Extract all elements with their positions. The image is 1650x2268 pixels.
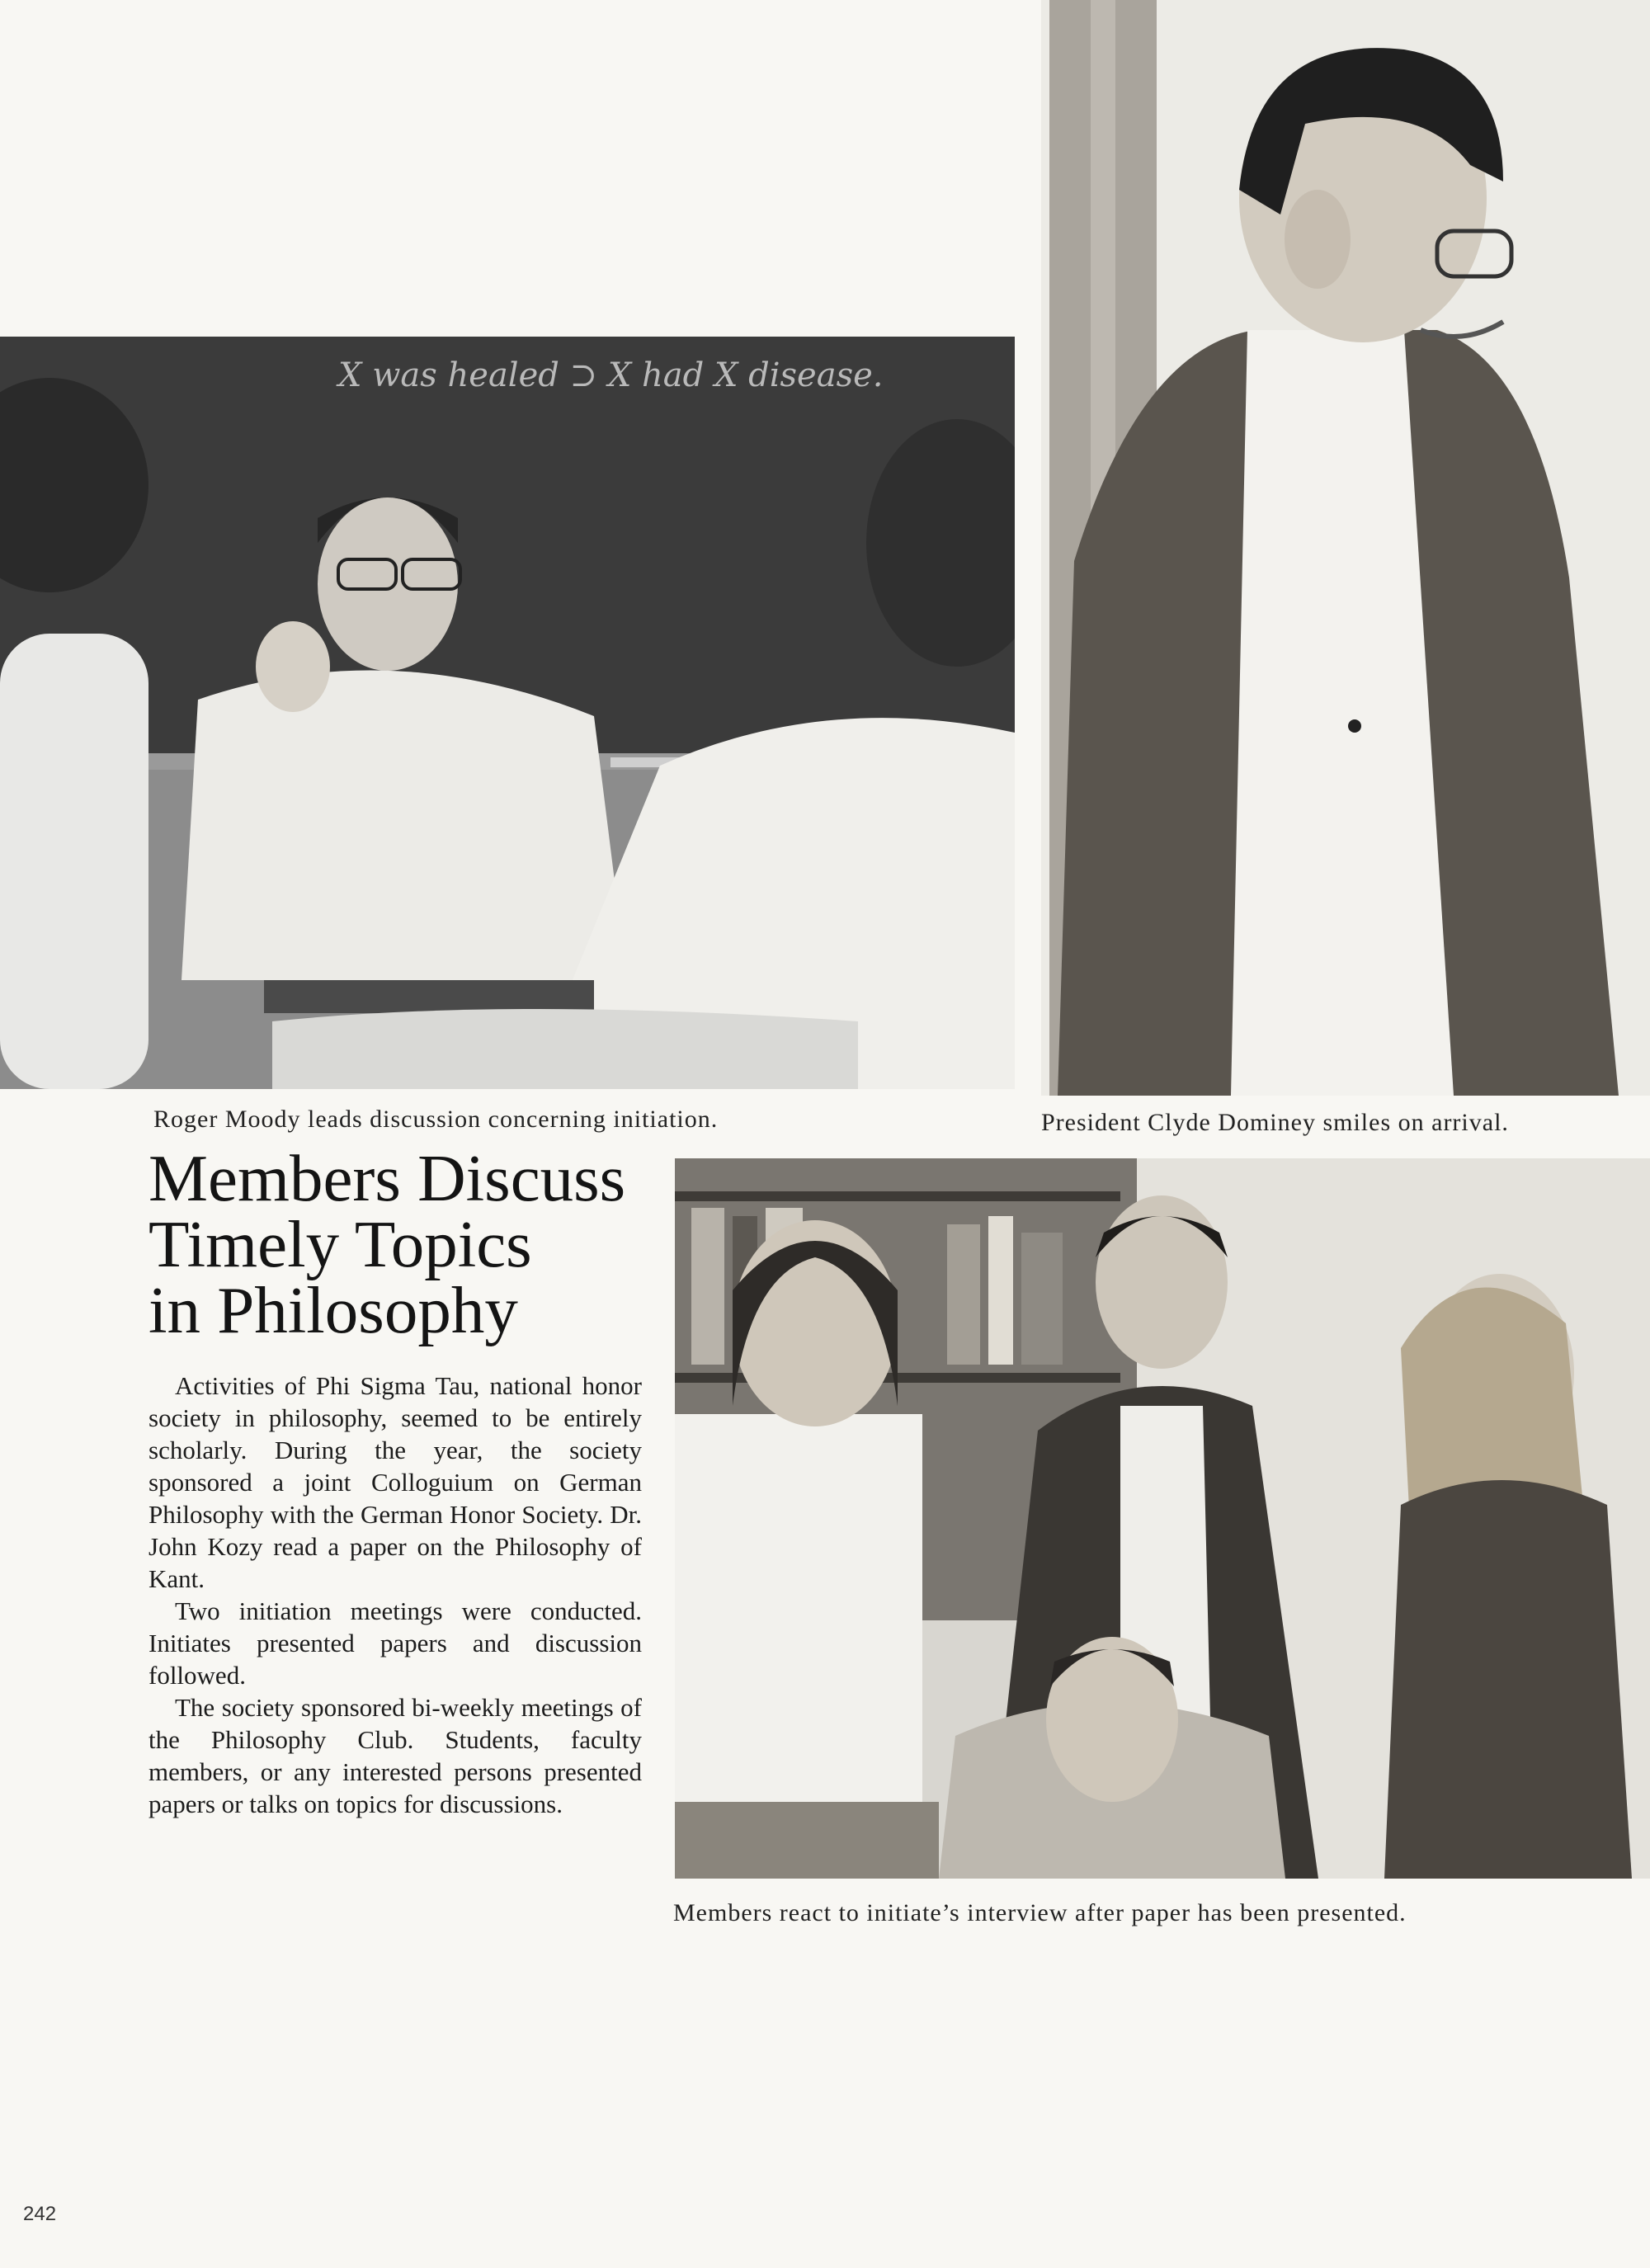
group-members-icon: [675, 1158, 1650, 1879]
headline-line-2: Timely Topics: [148, 1207, 532, 1281]
chalkboard-text: X was healed ⊃ X had X disease.: [338, 356, 884, 394]
headline-line-1: Members Discuss: [148, 1141, 626, 1215]
article-body: [148, 1370, 642, 1820]
classroom-photo-caption: Roger Moody leads discussion concerning initiation.: [153, 1106, 719, 1133]
headline-line-3: in Philosophy: [148, 1273, 518, 1347]
president-photo-caption: President Clyde Dominey smiles on arrival.: [1041, 1109, 1509, 1136]
classroom-discussion-icon: [0, 337, 1015, 1089]
president-portrait-photo: [1041, 0, 1650, 1096]
article-headline: [148, 1141, 676, 1347]
article-paragraph-2: Two initiation meetings were conducted. Initiates presented papers and discussion followed.: [148, 1596, 642, 1690]
article-paragraph-1: Activities of Phi Sigma Tau, national honor society in philosophy, seemed to be entirely scholarly. During the year, the society sponsored a joint Colloguium on German Philosophy with the German Honor Society. Dr. John Kozy read a paper on the Philosophy of Kant.: [148, 1371, 642, 1593]
group-members-photo: [675, 1158, 1650, 1879]
page-number: 242: [23, 2203, 57, 2225]
article-paragraph-3: The society sponsored bi-weekly meetings of the Philosophy Club. Students, faculty members, or any interested persons presented papers or talks on topics for discussions.: [148, 1693, 642, 1818]
smiling-man-portrait-icon: [1041, 0, 1650, 1096]
classroom-discussion-photo: [0, 337, 1015, 1089]
group-photo-caption: Members react to initiate’s interview after paper has been presented.: [673, 1899, 1407, 1926]
